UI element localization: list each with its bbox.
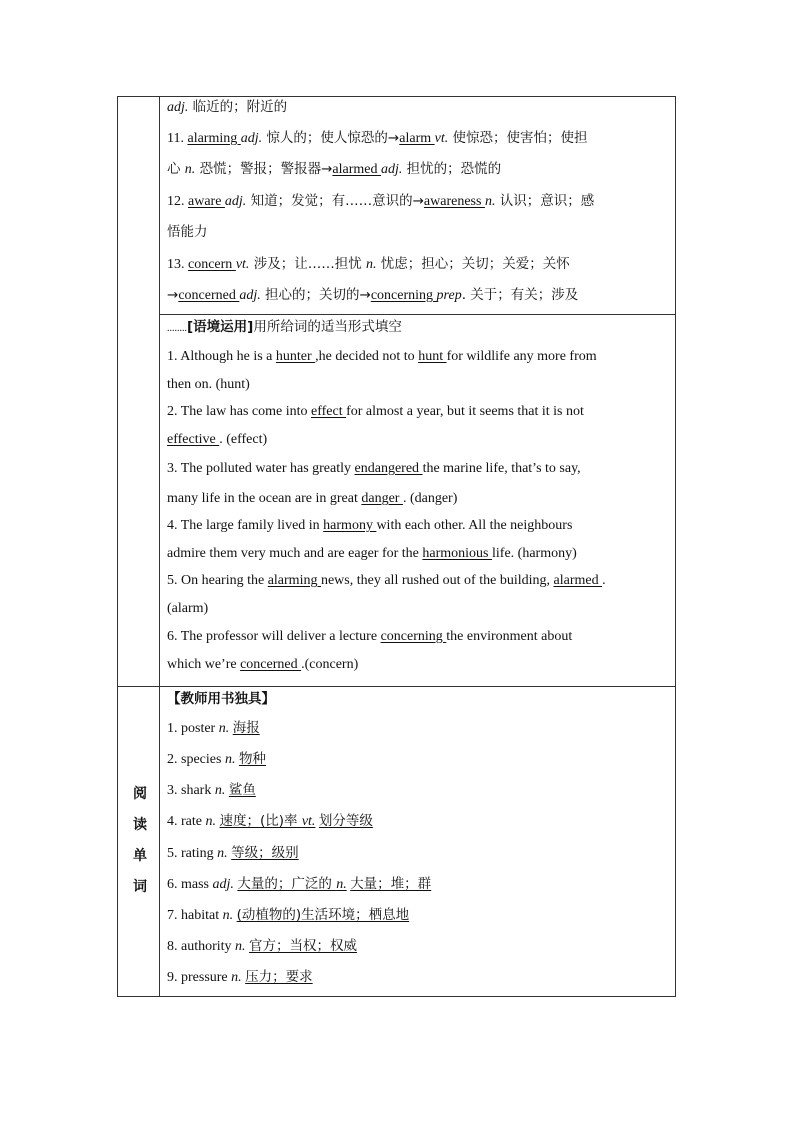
block-a-line xyxy=(167,129,672,148)
block-b-line xyxy=(167,490,672,508)
line-text: . 关于；有关；涉及 xyxy=(461,287,579,303)
line-text: 【教师用书独具】 xyxy=(167,691,275,707)
line-text: n. xyxy=(222,908,234,923)
line-text: n. xyxy=(235,939,246,954)
line-text: news, they all rushed out of the building, xyxy=(320,573,554,588)
line-text: for wildlife any more from xyxy=(446,349,597,364)
line-text: adj. xyxy=(167,100,189,115)
block-b-line xyxy=(167,376,672,394)
line-text: the environment about xyxy=(446,629,573,644)
line-text: 11. xyxy=(167,131,188,146)
line-text: [语境运用] xyxy=(187,319,254,335)
line-text: n. xyxy=(217,846,228,861)
line-text: life. (harmony) xyxy=(492,546,577,561)
line-text: . (danger) xyxy=(402,491,458,506)
line-text: 4. rate xyxy=(167,814,206,829)
answer-text: concerned xyxy=(178,288,240,303)
block-c-line xyxy=(167,690,672,709)
section-label-char: 词 xyxy=(133,879,147,895)
answer-text: 等级；级别 xyxy=(231,845,299,861)
block-c-line xyxy=(167,937,672,956)
line-text: vt. xyxy=(235,257,250,272)
answer-text: awareness xyxy=(423,194,485,209)
answer-text: hunter xyxy=(275,349,316,364)
line-text: .(concern) xyxy=(301,657,359,672)
answer-text: alarming xyxy=(187,131,241,146)
line-text: 6. The professor will deliver a lecture xyxy=(167,629,381,644)
answer-text: 官方；当权；权威 xyxy=(249,938,358,954)
answer-text: (动植物的)生活环境；栖息地 xyxy=(236,907,410,923)
row-divider-1 xyxy=(159,314,676,315)
answer-text: effective xyxy=(167,432,220,447)
line-text: 7. habitat xyxy=(167,908,223,923)
answer-text: 速度；(比)率 xyxy=(219,813,302,829)
line-text: n. xyxy=(214,783,226,798)
line-text: ,he decided not to xyxy=(315,349,419,364)
answer-text: vt. xyxy=(301,814,316,829)
line-text: 5. rating xyxy=(167,846,218,861)
answer-text: alarmed xyxy=(553,573,603,588)
section-label-char: 读 xyxy=(133,817,147,833)
answer-text: danger xyxy=(361,491,403,506)
block-b-line xyxy=(167,572,672,590)
answer-text: 大量的；广泛的 xyxy=(237,876,337,892)
line-text: 3. shark xyxy=(167,783,215,798)
line-text: 3. The polluted water has greatly xyxy=(167,461,355,476)
answer-text: harmony xyxy=(323,518,377,533)
answer-text: alarming xyxy=(267,573,321,588)
line-text: 涉及；让……担忧 xyxy=(249,256,367,272)
line-text: 担心的；关切的→ xyxy=(260,287,371,303)
line-text: (alarm) xyxy=(167,601,209,616)
line-text: 悟能力 xyxy=(167,224,208,240)
block-b-line xyxy=(167,318,672,338)
line-text: 2. species xyxy=(167,752,225,767)
line-text: 12. xyxy=(167,194,188,209)
line-text: 临近的；附近的 xyxy=(188,99,288,115)
block-b-line xyxy=(167,348,672,366)
line-text: 使惊恐；使害怕；使担 xyxy=(448,130,588,146)
line-text: n. xyxy=(184,162,196,177)
answer-text: aware xyxy=(188,194,225,209)
block-a-line xyxy=(167,223,672,242)
line-text: 9. pressure xyxy=(167,970,232,985)
line-text: 忧虑；担心；关切；关爱；关怀 xyxy=(376,256,570,272)
line-text: adj. xyxy=(240,131,263,146)
line-text: then on. (hunt) xyxy=(167,377,250,392)
section-label-char: 单 xyxy=(133,848,147,864)
row-divider-2 xyxy=(117,686,676,687)
line-text: adj. xyxy=(224,194,247,209)
block-a-line xyxy=(167,192,672,211)
line-text: n. xyxy=(366,257,377,272)
line-text: 用所给词的适当形式填空 xyxy=(253,319,402,335)
line-text: adj. xyxy=(212,877,234,892)
line-text: 1. Although he is a xyxy=(167,349,276,364)
answer-text: 鲨鱼 xyxy=(228,782,256,798)
answer-text: endangered xyxy=(354,461,423,476)
block-c-line xyxy=(167,906,672,925)
line-text: 4. The large family lived in xyxy=(167,518,324,533)
line-text: admire them very much and are eager for the xyxy=(167,546,423,561)
block-c-line xyxy=(167,719,672,738)
answer-text: n. xyxy=(336,877,347,892)
line-text: 惊人的；使人惊恐的→ xyxy=(262,130,400,146)
line-text: many life in the ocean are in great xyxy=(167,491,362,506)
line-text: n. xyxy=(218,721,230,736)
line-text: adj. xyxy=(381,162,403,177)
block-c-line xyxy=(167,968,672,987)
line-text: with each other. All the neighbours xyxy=(376,518,573,533)
line-text: vt. xyxy=(434,131,449,146)
line-text: for almost a year, but it seems that it is not xyxy=(346,404,584,419)
answer-text: concern xyxy=(188,257,236,272)
section-label-char: 阅 xyxy=(133,786,147,802)
column-divider xyxy=(159,96,160,997)
block-a-line xyxy=(167,286,672,305)
line-text: n. xyxy=(231,970,242,985)
answer-text: 物种 xyxy=(238,751,266,767)
answer-text: alarmed xyxy=(332,162,381,177)
line-text: 8. authority xyxy=(167,939,236,954)
line-text: n. xyxy=(224,752,236,767)
block-a-line xyxy=(167,98,672,117)
answer-text: concerning xyxy=(370,288,437,303)
line-text: ........ xyxy=(167,323,187,334)
answer-text: 大量；堆；群 xyxy=(350,876,432,892)
block-b-line xyxy=(167,403,672,421)
line-text: 1. poster xyxy=(167,721,219,736)
block-a-line xyxy=(167,160,672,179)
answer-text: hunt xyxy=(418,349,447,364)
line-text: the marine life, that’s to say, xyxy=(422,461,581,476)
line-text: 心 xyxy=(167,161,185,177)
block-b-line xyxy=(167,517,672,535)
line-text: 2. The law has come into xyxy=(167,404,311,419)
block-c-line xyxy=(167,781,672,800)
block-b-line xyxy=(167,460,672,478)
block-c-line xyxy=(167,750,672,769)
answer-text: 划分等级 xyxy=(318,813,373,829)
line-text: 认识；意识；感 xyxy=(495,193,595,209)
answer-text: concerning xyxy=(380,629,447,644)
line-text: n. xyxy=(205,814,216,829)
line-text: prep xyxy=(436,288,462,303)
line-text: adj. xyxy=(239,288,261,303)
block-b-line xyxy=(167,656,672,674)
line-text: n. xyxy=(484,194,496,209)
block-c-line xyxy=(167,844,672,863)
answer-text: 压力；要求 xyxy=(245,969,313,985)
block-c-line xyxy=(167,812,672,831)
answer-text: harmonious xyxy=(422,546,492,561)
block-b-line xyxy=(167,431,672,449)
answer-text: alarm xyxy=(399,131,435,146)
block-b-line xyxy=(167,628,672,646)
line-text: which we’re xyxy=(167,657,241,672)
line-text: 知道；发觉；有……意识的→ xyxy=(246,193,424,209)
answer-text: effect xyxy=(311,404,347,419)
block-b-line xyxy=(167,545,672,563)
block-c-line xyxy=(167,875,672,894)
answer-text: concerned xyxy=(240,657,302,672)
line-text: 恐慌；警报；警报器→ xyxy=(195,161,333,177)
line-text: 5. On hearing the xyxy=(167,573,268,588)
line-text: 13. xyxy=(167,257,188,272)
block-b-line xyxy=(167,600,672,618)
answer-text: 海报 xyxy=(232,720,260,736)
line-text: → xyxy=(167,287,179,303)
line-text: . (effect) xyxy=(219,432,268,447)
block-a-line xyxy=(167,255,672,274)
line-text: 担忧的；恐慌的 xyxy=(402,161,502,177)
line-text: 6. mass xyxy=(167,877,213,892)
line-text: . xyxy=(602,573,606,588)
